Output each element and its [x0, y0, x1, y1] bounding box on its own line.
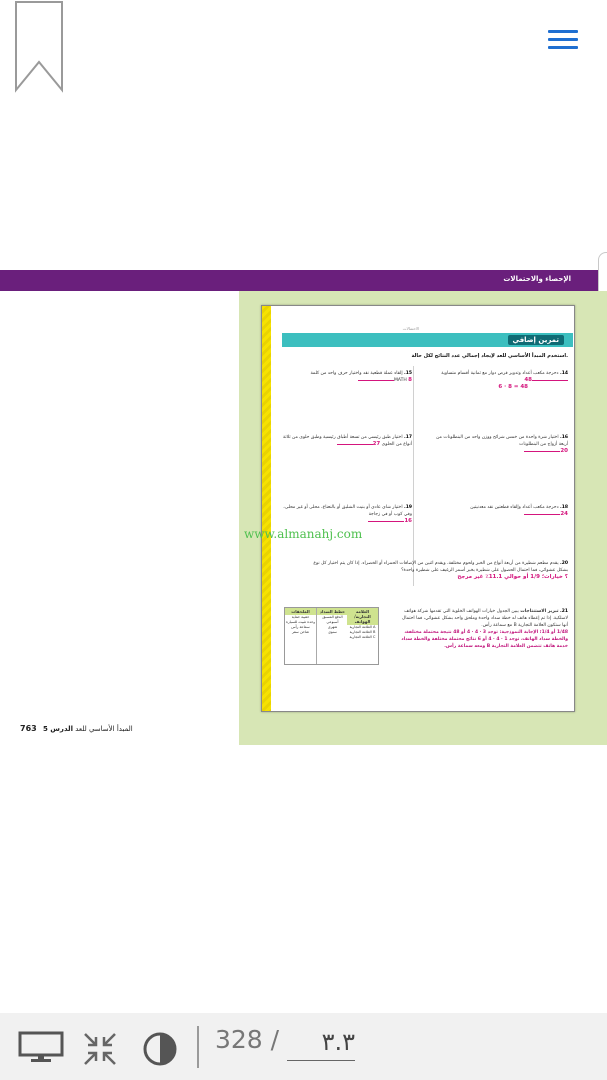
chapter-title: الإحصاء والاحتمالات — [503, 275, 571, 283]
page-margin — [0, 291, 239, 746]
hamburger-menu-icon[interactable] — [548, 30, 578, 56]
worksheet-page — [261, 305, 575, 712]
watermark: www.almanahj.com — [244, 527, 363, 541]
work-14: 6 · 8 = 48 — [498, 384, 528, 390]
section-title: تمرين إضافي — [508, 335, 565, 345]
page-number-input[interactable] — [287, 1024, 355, 1061]
table-col-accessories: الملحقات حقيبة حماية وحدة تثبيت للسيارة سماعة رأس شاحن سفر — [285, 609, 316, 634]
exercise-18: 18. دحرجة مكعب أعداد وإلقاء قطعتين نقد معدنيتين 24 — [470, 505, 568, 517]
footer-lesson: الدرس 5 — [42, 725, 74, 733]
table-col-brands: العلامة التجارية/الهواتف العلامة التجارية A العلامة التجارية B العلامة التجارية C — [347, 608, 378, 664]
yellow-strip — [262, 306, 271, 711]
page-footer — [20, 724, 133, 733]
answer-16: 20 — [560, 448, 568, 454]
column-divider — [413, 366, 414, 586]
answer-15: 8 — [408, 377, 412, 383]
toolbar-divider — [197, 1026, 199, 1068]
answer-18: 24 — [560, 511, 568, 517]
bookmark-icon[interactable] — [14, 0, 64, 94]
instruction-text: استخدم المبدأ الأساسي للعد لإيجاد إجمالي عدد النتائج لكل حالة. — [411, 353, 568, 359]
footer-title: المبدأ الأساسي للعد — [75, 725, 133, 733]
total-pages: 328 / — [215, 1025, 280, 1054]
table-col-plans: خطط السداد الدفع المسبق أسبوعي شهري سنوي — [316, 608, 348, 664]
phone-options-table — [284, 607, 379, 665]
exercise-16: 16. اختيار شرة واحدة من خمس شرائح ووزن واحد من البنطلونات من أربعة أزواج من البنطلونات 20 — [436, 435, 568, 454]
worksheet-header: الاحتمالات — [402, 326, 420, 331]
compress-icon[interactable] — [82, 1031, 118, 1067]
exercise-19: 19. اختيار شاي عادي أو بنيت الشليق أو بالنعناع، محلى أو غير محلى، وفي كوب أو في زجاجة 16 — [283, 505, 412, 524]
answer-19: 16 — [404, 518, 412, 524]
answer-14: 48 — [524, 377, 532, 383]
answer-20: ؟ خيارات؛ 1/9 أو حوالي 11.1٪ غير مرجح — [457, 574, 568, 580]
monitor-icon[interactable] — [18, 1031, 64, 1063]
answer-21: 1/48 أو 1/4؛ الإجابة النموذجية: توجد 3 · 4 · 4 أو 48 نتيجة محتملة مختلفة، والخطة سداد الهاتف، توجد 1 · 4 · 4 أو 6 نتائج محتملة مختلفة والخطة سداد خدمة هاتف تتضمن العلامة التجارية B ومعه سماعة رأس. — [401, 630, 568, 649]
exercise-14: 14. دحرجة مكعب أعداد وتدوير قرص دوار مع ثمانية أقسام متساوية 48 6 · 8 = 48 — [441, 371, 568, 390]
contrast-icon[interactable] — [142, 1031, 178, 1067]
exercise-15: 15. إلقاء عملة قطعية نقد واختيار حرف واحد من كلمة MATH 8 — [310, 371, 412, 383]
answer-17: 27 — [372, 441, 381, 447]
exercise-17: 17. اختيار طبق رئيسي من تسعة أطباق رئيسية وطبق حلوى من ثلاثة أنواع من الحلوى 27 — [283, 435, 412, 447]
page-number: 763 — [20, 724, 37, 733]
exercise-20: 20. يقدم مطعم شطيرة من أربعة أنواع من الخبز ولحوم مختلفة، ويقدم اثنين من الإضافات الحمراء أو الخضراء. إذا كان يتم اختيار كل نوع بشكل عشوائي، فما احتمال الحصول على شطيرة بخبز أسمر الرغيف على شطيرة واحدة؟ ؟ خيارات؛ 1/9 أو حوالي 11.1٪ غير مرجح — [313, 561, 568, 580]
exercise-21: 21. تبرير الاستنتاجات يبين الجدول خيارات الهواتف الخلوية التي تقدمها شركة هواتف لاسلكية. إذا تم إعطاء هاتف له خطة سداد واحدة وملحق واحد بشكل عشوائي، فما احتمال أنها ستكون العلامة التجارية B مع سماعة رأس. 1/48 أو 1/4؛ الإجابة النموذجية: توجد 3 · 4 · 4 أو 48 نتيجة محتملة مختلفة، والخطة سداد الهاتف، توجد 1 · 4 · 4 أو 6 نتائج محتملة مختلفة والخطة سداد خدمة هاتف تتضمن العلامة التجارية B ومعه سماعة رأس. — [401, 609, 568, 649]
